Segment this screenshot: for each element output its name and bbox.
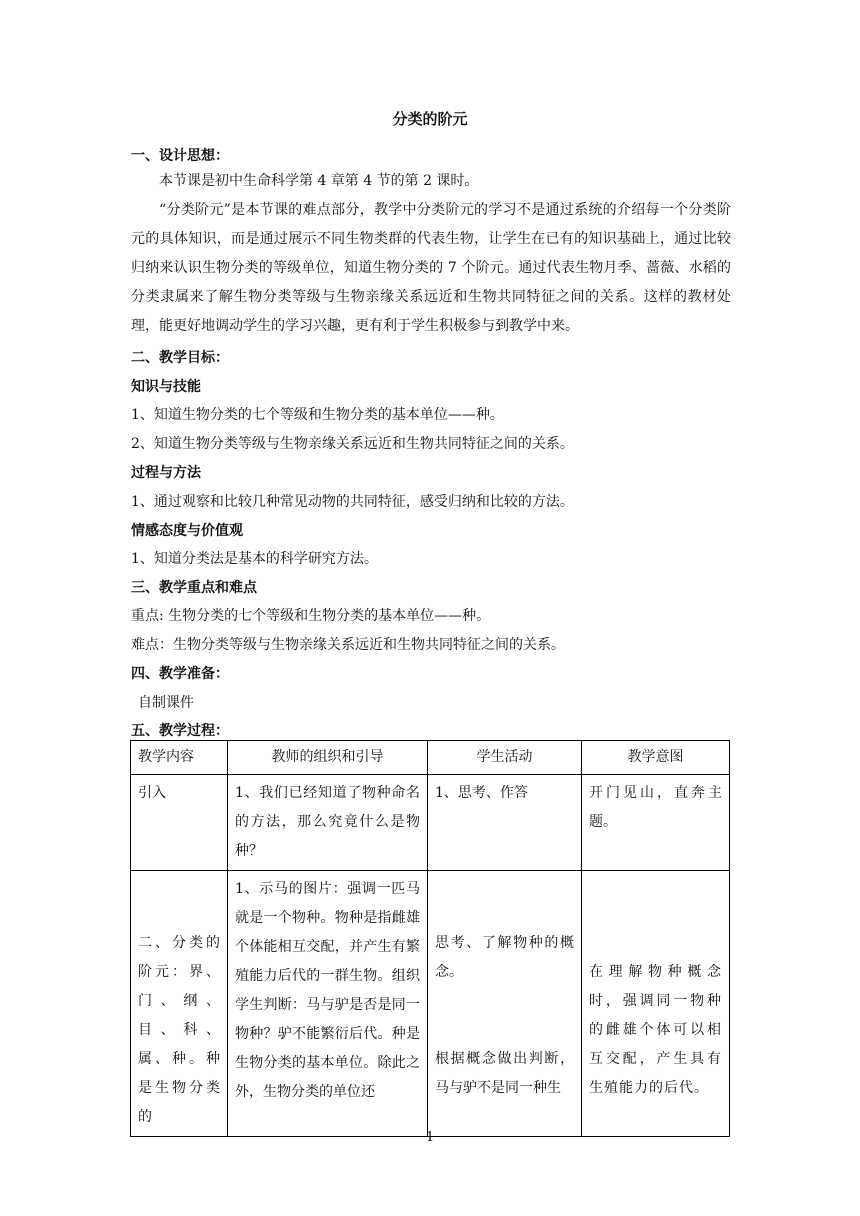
subheading-process-method: 过程与方法 bbox=[131, 465, 201, 481]
table-cell-intent: 在理解物种概念时，强调同一物种的雌雄个体可以相互交配，产生具有生殖能力的后代。 bbox=[582, 871, 730, 1137]
table-cell-student: 1、思考、作答 bbox=[428, 775, 582, 871]
goal-item: 1、知道分类法是基本的科学研究方法。 bbox=[131, 551, 378, 567]
table-header-cell: 教学内容 bbox=[131, 741, 228, 775]
section-heading-design: 一、设计思想： bbox=[131, 148, 229, 164]
table-cell-student bbox=[428, 871, 582, 1137]
student-activity-text: 思考、了解物种的概念。 bbox=[435, 935, 574, 980]
table-cell-content: 二、分类的阶元：界、门、纲、目、科、属、种。种是生物分类的 bbox=[131, 871, 228, 1137]
goal-item: 1、通过观察和比较几种常见动物的共同特征，感受归纳和比较的方法。 bbox=[131, 494, 574, 510]
paragraph-lesson-info: 本节课是初中生命科学第 4 章第 4 节的第 2 课时。 bbox=[159, 173, 479, 189]
goal-item: 2、知道生物分类等级与生物亲缘关系远近和生物共同特征之间的关系。 bbox=[131, 436, 574, 452]
table-cell-teacher: 1、我们已经知道了物种命名的方法，那么究竟什么是物种？ bbox=[228, 775, 428, 871]
difficulty-text: 难点：生物分类等级与生物亲缘关系远近和生物共同特征之间的关系。 bbox=[131, 637, 565, 653]
preparation-text: 自制课件 bbox=[138, 695, 194, 711]
table-cell-content: 引入 bbox=[131, 775, 228, 871]
section-heading-key-points: 三、教学重点和难点 bbox=[131, 580, 257, 596]
subheading-attitude-values: 情感态度与价值观 bbox=[131, 523, 243, 539]
goal-item: 1、知道生物分类的七个等级和生物分类的基本单位——种。 bbox=[131, 407, 504, 423]
paragraph-design-idea: “分类阶元”是本节课的难点部分，教学中分类阶元的学习不是通过系统的介绍每一个分类阶元的具体知识，而是通过展示不同生物类群的代表生物，让学生在已有的知识基础上，通过比较归纳来认识生物分类的等级单位，知道生物分类的 7 个阶元。通过代表生物月季、蔷薇、水稻的分类隶属来了解生物分类等级与生物亲缘关系远近和生物共同特征之间的关系。这样的教材处理，能更好地调动学生的学习兴趣，更有利于学生积极参与到教学中来。 bbox=[131, 202, 731, 334]
subheading-knowledge-skills: 知识与技能 bbox=[131, 379, 201, 395]
table-cell-teacher: 1、示马的图片：强调一匹马就是一个物种。物种是指雌雄个体能相互交配，并产生有繁殖能力后代的一群生物。组织学生判断：马与驴是否是同一物种？驴不能繁衍后代。种是生物分类的基本单位。除此之外，生物分类的单位还 bbox=[228, 871, 428, 1137]
table-header-cell: 学生活动 bbox=[428, 741, 582, 775]
section-heading-goals: 二、教学目标： bbox=[131, 350, 229, 366]
table-header-row bbox=[131, 741, 730, 775]
table-row bbox=[131, 775, 730, 871]
table-header-cell: 教师的组织和引导 bbox=[228, 741, 428, 775]
document-title: 分类的阶元 bbox=[392, 110, 468, 128]
table-row bbox=[131, 871, 730, 1137]
student-activity-text: 根据概念做出判断，马与驴不是同一种生 bbox=[435, 1051, 574, 1096]
key-point-text: 重点: 生物分类的七个等级和生物分类的基本单位——种。 bbox=[131, 608, 491, 624]
section-heading-process: 五、教学过程： bbox=[131, 723, 229, 739]
section-heading-preparation: 四、教学准备： bbox=[131, 666, 229, 682]
page-number: 1 bbox=[425, 1130, 435, 1145]
table-header-cell: 教学意图 bbox=[582, 741, 730, 775]
teaching-process-table bbox=[130, 740, 730, 1137]
table-cell-intent: 开门见山，直奔主题。 bbox=[582, 775, 730, 871]
